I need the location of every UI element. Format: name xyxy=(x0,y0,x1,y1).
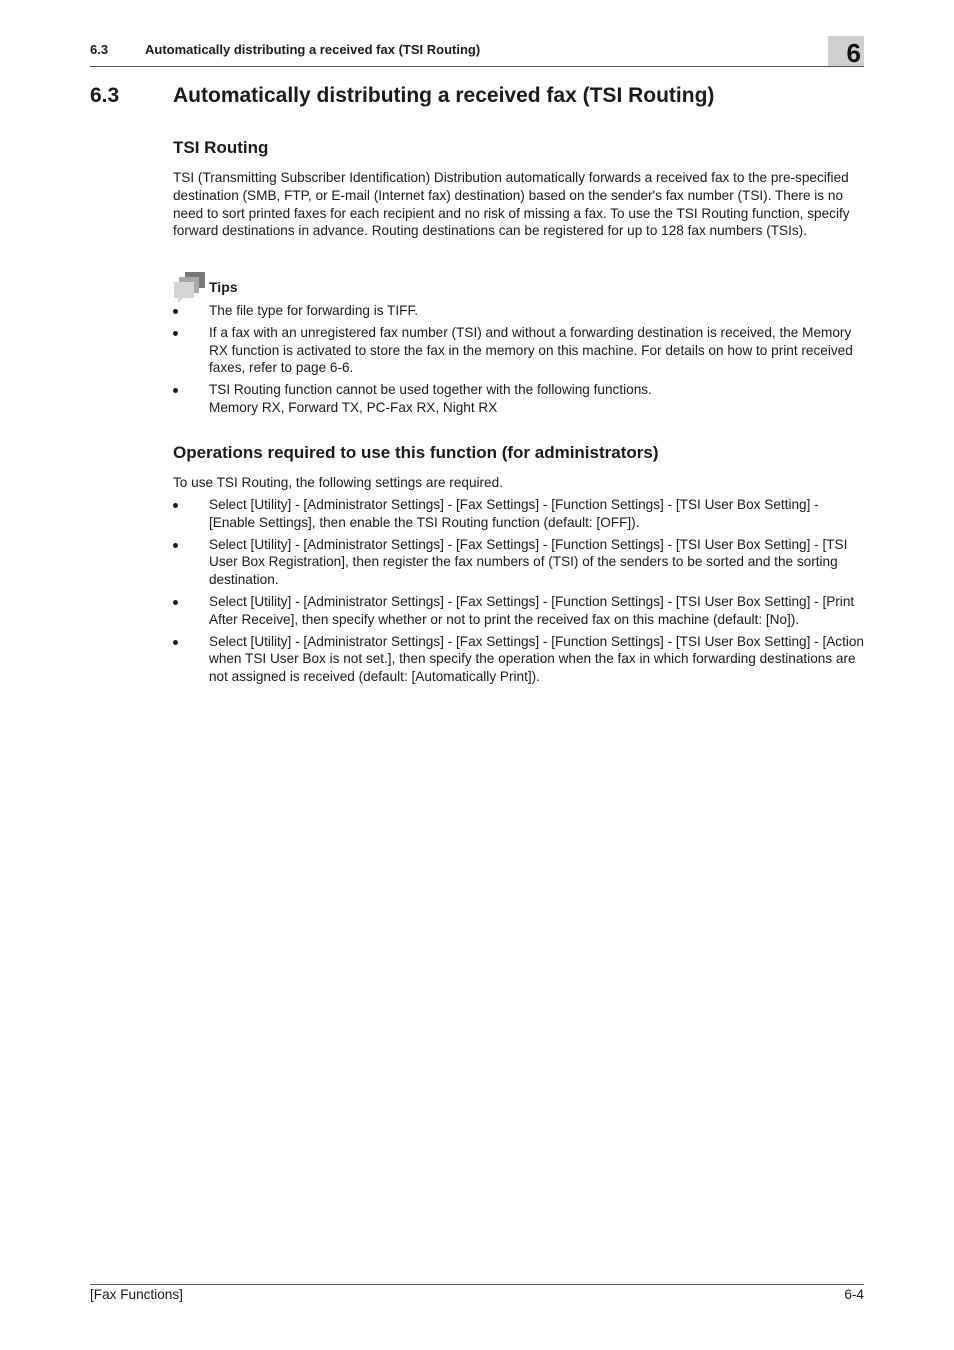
page-number: 6-4 xyxy=(844,1287,864,1302)
operation-text: Select [Utility] - [Administrator Settings] - [Fax Settings] - [Function Settings] - [TSI User Box Setting] - [TSI User Box Registration], then register the fax numbers of (TSI) of the senders to be sorted and the sorting destination. xyxy=(209,536,848,588)
footer-chapter-name: [Fax Functions] xyxy=(90,1287,183,1302)
list-item xyxy=(173,381,865,417)
tip-text: If a fax with an unregistered fax number (TSI) and without a forwarding destination is received, the Memory RX function is activated to store the fax in the memory on this machine. For details on how to print received faxes, refer to page 6-6. xyxy=(209,324,853,376)
page-footer xyxy=(90,1284,864,1302)
operations-list xyxy=(173,496,865,686)
list-item xyxy=(173,496,865,532)
list-item xyxy=(173,302,865,320)
section-title: Automatically distributing a received fax (TSI Routing) xyxy=(173,84,715,107)
running-header xyxy=(90,40,864,67)
bullet-icon xyxy=(173,640,178,645)
tsi-routing-body: TSI (Transmitting Subscriber Identification) Distribution automatically forwards a received fax to the pre-specified destination (SMB, FTP, or E-mail (Internet fax) destination) based on the sender's fax number (TSI). There is no need to sort printed faxes for each recipient and no risk of missing a fax. To use the TSI Routing function, specify forward destinations in advance. Routing destinations can be registered for up to 128 fax numbers (TSIs). xyxy=(173,170,850,239)
operation-text: Select [Utility] - [Administrator Settings] - [Fax Settings] - [Function Settings] - [TSI User Box Setting] - [Action when TSI User Box is not set.], then specify the operation when the fax in which forwarding destinations are not assigned is received (default: [Automatically Print]). xyxy=(209,633,864,685)
header-section-number: 6.3 xyxy=(90,42,109,57)
tip-text: The file type for forwarding is TIFF. xyxy=(209,303,419,318)
tip-text-continued: Memory RX, Forward TX, PC-Fax RX, Night RX xyxy=(209,399,498,415)
bullet-icon xyxy=(173,331,178,336)
operations-heading: Operations required to use this function (for administrators) xyxy=(173,443,659,462)
tsi-routing-heading: TSI Routing xyxy=(173,138,269,157)
list-item xyxy=(173,536,865,589)
tips-icon xyxy=(173,271,207,303)
operations-intro: To use TSI Routing, the following settings are required. xyxy=(173,475,503,490)
list-item xyxy=(173,593,865,629)
header-section-title: Automatically distributing a received fax (TSI Routing) xyxy=(145,42,481,57)
bullet-icon xyxy=(173,388,178,393)
bullet-icon xyxy=(173,309,178,314)
section-number: 6.3 xyxy=(90,84,120,107)
bullet-icon xyxy=(173,543,178,548)
tips-label: Tips xyxy=(209,279,238,295)
tips-list xyxy=(173,302,865,417)
bullet-icon xyxy=(173,503,178,508)
bullet-icon xyxy=(173,600,178,605)
list-item xyxy=(173,324,865,377)
chapter-tab: 6 xyxy=(828,36,864,66)
list-item xyxy=(173,633,865,686)
tip-text: TSI Routing function cannot be used together with the following functions. xyxy=(209,382,652,398)
operation-text: Select [Utility] - [Administrator Settings] - [Fax Settings] - [Function Settings] - [TSI User Box Setting] - [Enable Settings], then enable the TSI Routing function (default: [OFF]). xyxy=(209,497,819,530)
operation-text: Select [Utility] - [Administrator Settings] - [Fax Settings] - [Function Settings] - [TSI User Box Setting] - [Print After Receive], then specify whether or not to print the received fax on this machine (default: [No]). xyxy=(209,593,855,627)
